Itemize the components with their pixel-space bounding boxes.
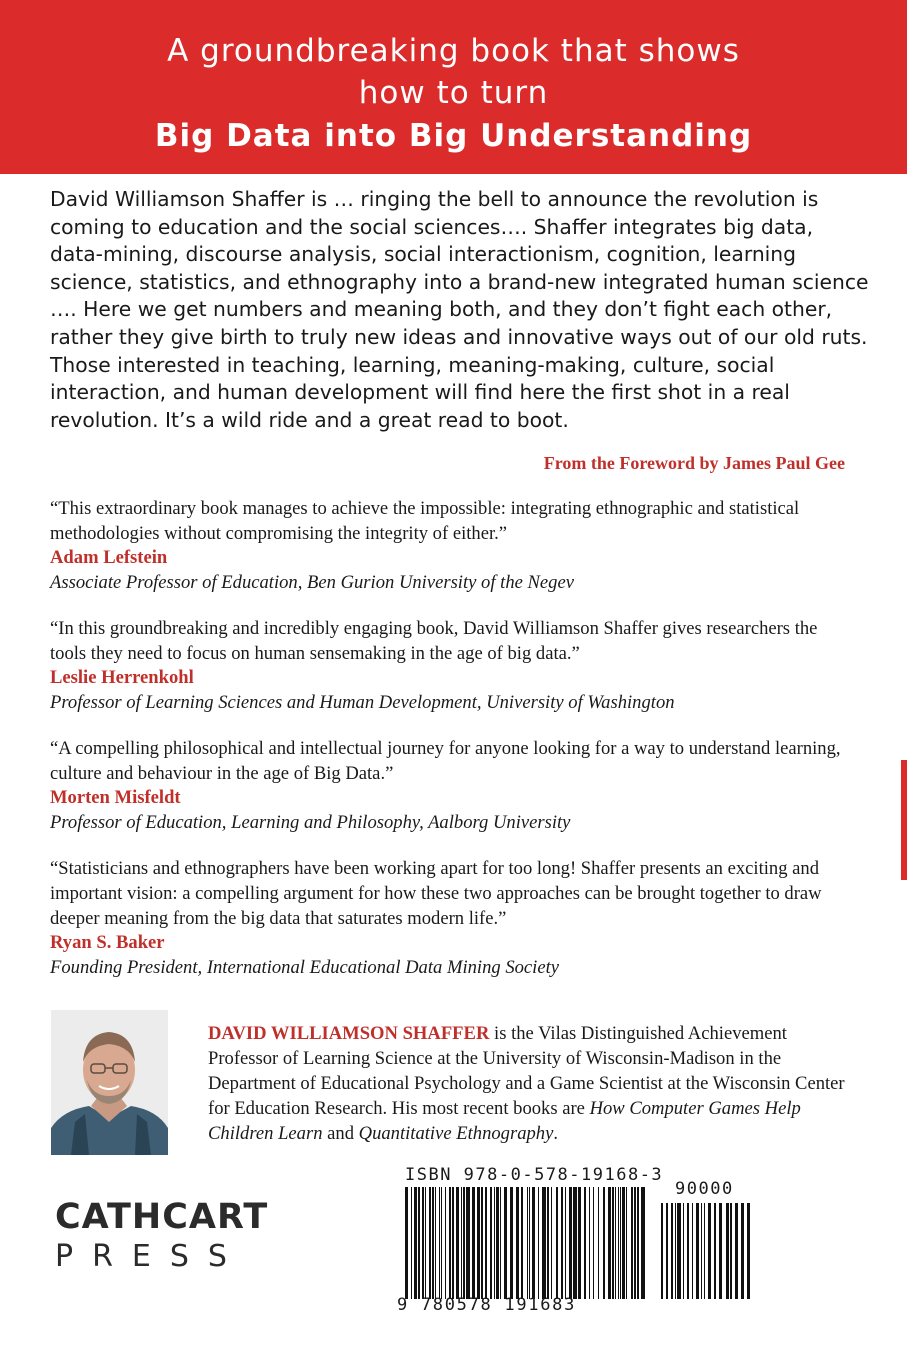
barcode-bar <box>494 1187 495 1299</box>
barcode-bar <box>449 1187 451 1299</box>
barcode-bar <box>411 1187 412 1299</box>
barcode-bar <box>435 1187 436 1299</box>
barcode-bar <box>461 1187 462 1299</box>
foreword-attribution: From the Foreword by James Paul Gee <box>543 453 845 473</box>
publisher-sub: PRESS <box>55 1239 246 1274</box>
barcode-bar <box>620 1187 621 1299</box>
barcode-bar <box>405 1187 408 1299</box>
barcode-bar <box>634 1187 636 1299</box>
author-portrait-icon <box>51 1010 168 1155</box>
barcode-addon-icon <box>661 1203 755 1315</box>
barcode-bar <box>615 1187 616 1299</box>
barcode-bar <box>439 1187 440 1299</box>
barcode-bar <box>641 1187 645 1299</box>
barcode-bar <box>565 1187 566 1299</box>
barcode-bar <box>671 1203 673 1299</box>
isbn-text: ISBN 978-0-578-19168-3 <box>405 1165 664 1185</box>
barcode-bar <box>542 1187 546 1299</box>
barcode-bar <box>441 1187 442 1299</box>
blurb-author: Morten Misfeldt <box>50 787 181 808</box>
barcode-bar <box>714 1203 716 1299</box>
barcode-bar <box>626 1187 627 1299</box>
barcode-bar <box>584 1187 586 1299</box>
barcode-bar <box>666 1203 668 1299</box>
barcode-bar <box>538 1187 539 1299</box>
isbn-barcode <box>395 1165 765 1325</box>
blurb-2 <box>50 616 850 715</box>
barcode-bar <box>704 1203 705 1299</box>
author-bio <box>208 1021 858 1146</box>
barcode-bar <box>477 1187 480 1299</box>
bio-text-end: . <box>553 1123 559 1144</box>
barcode-bar <box>504 1187 507 1299</box>
barcode-bar <box>500 1187 501 1299</box>
barcode-bar <box>696 1203 699 1299</box>
blurb-author-title: Professor of Learning Sciences and Human Development, University of Washington <box>50 692 675 713</box>
barcode-bar <box>741 1203 744 1299</box>
barcode-bar <box>490 1187 492 1299</box>
barcode-bar <box>578 1187 581 1299</box>
barcode-bar <box>569 1187 572 1299</box>
barcode-bar <box>675 1203 676 1299</box>
barcode-bar <box>551 1187 552 1299</box>
barcode-bar <box>425 1187 426 1299</box>
edge-mark <box>901 760 907 880</box>
banner-line-2: how to turn <box>358 75 549 111</box>
barcode-bar <box>529 1187 530 1299</box>
barcode-bar <box>593 1187 594 1299</box>
barcode-bar <box>485 1187 487 1299</box>
barcode-bar <box>472 1187 475 1299</box>
barcode-bar <box>631 1187 633 1299</box>
bio-text: is the Vilas Distinguished Achievement Professor of Learning Science at the University of Wisconsin-Madison in the Department of Educational Psychology and a Game Scientist at the Wisconsin Center for Education Research. His most recent books are <box>208 1023 845 1119</box>
barcode-bar <box>445 1187 446 1299</box>
blurb-author: Leslie Herrenkohl <box>50 667 194 688</box>
barcode-bar <box>521 1187 523 1299</box>
barcode-bar <box>730 1203 732 1299</box>
blurb-4 <box>50 856 850 980</box>
barcode-bar <box>432 1187 434 1299</box>
barcode-bar <box>701 1203 702 1299</box>
barcode-bar <box>612 1187 614 1299</box>
blurb-3 <box>50 736 850 835</box>
barcode-bar <box>735 1203 738 1299</box>
cover-banner <box>0 0 907 174</box>
bio-book-2: Quantitative Ethnography <box>358 1123 554 1144</box>
barcode-bar <box>481 1187 483 1299</box>
barcode-bar <box>418 1187 420 1299</box>
barcode-bar <box>677 1203 681 1299</box>
barcode-bar <box>429 1187 431 1299</box>
barcode-bar <box>622 1187 625 1299</box>
barcode-bar <box>726 1203 729 1299</box>
publisher-logo <box>55 1198 268 1276</box>
barcode-bar <box>414 1187 417 1299</box>
barcode-bar <box>547 1187 549 1299</box>
barcode-bar <box>608 1187 611 1299</box>
barcode-bar <box>510 1187 513 1299</box>
blurb-author: Ryan S. Baker <box>50 932 165 953</box>
bio-author-name: DAVID WILLIAMSON SHAFFER <box>208 1023 490 1044</box>
barcode-bar <box>466 1187 470 1299</box>
barcode-bar <box>573 1187 577 1299</box>
blurb-author-title: Founding President, International Educational Data Mining Society <box>50 957 560 978</box>
blurb-1 <box>50 496 850 595</box>
barcode-bar <box>422 1187 424 1299</box>
banner-line-3: Big Data into Big Understanding <box>154 118 753 154</box>
author-photo <box>51 1010 168 1155</box>
barcode-bar <box>692 1203 693 1299</box>
barcode-bar <box>687 1203 689 1299</box>
barcode-bar <box>637 1187 639 1299</box>
barcode-bar <box>589 1187 590 1299</box>
blurb-quote: “In this groundbreaking and incredibly engaging book, David Williamson Shaffer gives researchers the tools they need to focus on human sensemaking in the age of big data.” <box>50 618 818 664</box>
barcode-bar <box>603 1187 605 1299</box>
barcode-bar <box>556 1187 558 1299</box>
barcode-bar <box>719 1203 722 1299</box>
barcode-bar <box>683 1203 684 1299</box>
blurb-quote: “A compelling philosophical and intellectual journey for anyone looking for a way to understand learning, culture and behaviour in the age of Big Data.” <box>50 738 841 784</box>
bio-text-and: and <box>322 1123 359 1144</box>
blurb-quote: “Statisticians and ethnographers have been working apart for too long! Shaffer presents an exciting and important vision: a compelling argument for how these two approaches can be brought together to draw deeper meaning from the big data that saturates modern life.” <box>50 858 822 929</box>
barcode-bar <box>708 1203 711 1299</box>
barcode-digits: 9 780578 191683 <box>397 1295 577 1315</box>
publisher-name: CATHCART <box>55 1197 269 1237</box>
barcode-main-icon <box>405 1187 645 1299</box>
barcode-bar <box>561 1187 563 1299</box>
blurb-author: Adam Lefstein <box>50 547 168 568</box>
barcode-bar <box>532 1187 535 1299</box>
blurb-author-title: Associate Professor of Education, Ben Gurion University of the Negev <box>50 572 574 593</box>
barcode-bar <box>747 1203 750 1299</box>
bio-book-1: How Computer Games Help Children Learn <box>208 1098 801 1144</box>
barcode-bar <box>527 1187 528 1299</box>
barcode-bar <box>661 1203 663 1299</box>
blurb-quote: “This extraordinary book manages to achieve the impossible: integrating ethnographic and statistical methodologies without compromising the integrity of either.” <box>50 498 800 544</box>
barcode-addon-text: 90000 <box>675 1179 734 1199</box>
foreword-excerpt: David Williamson Shaffer is … ringing the bell to announce the revolution is coming to education and the social sciences…. Shaffer integrates big data, data-mining, discourse analysis, social interactionism, cognition, learning science, statistics, and ethnography into a brand-new integrated human science …. Here we get numbers and meaning both, and they don’t fight each other, rather they give birth to truly new ideas and innovative ways out of our old ruts. Those interested in teaching, learning, meaning-making, culture, social interaction, and human development will find here the first shot in a real revolution. It’s a wild ride and a great read to boot. <box>50 187 869 432</box>
barcode-bar <box>463 1187 465 1299</box>
barcode-bar <box>598 1187 599 1299</box>
blurb-author-title: Professor of Education, Learning and Philosophy, Aalborg University <box>50 812 571 833</box>
barcode-bar <box>456 1187 459 1299</box>
barcode-bar <box>516 1187 519 1299</box>
barcode-bar <box>496 1187 499 1299</box>
barcode-bar <box>618 1187 619 1299</box>
banner-line-1: A groundbreaking book that shows <box>167 33 740 69</box>
barcode-bar <box>452 1187 454 1299</box>
